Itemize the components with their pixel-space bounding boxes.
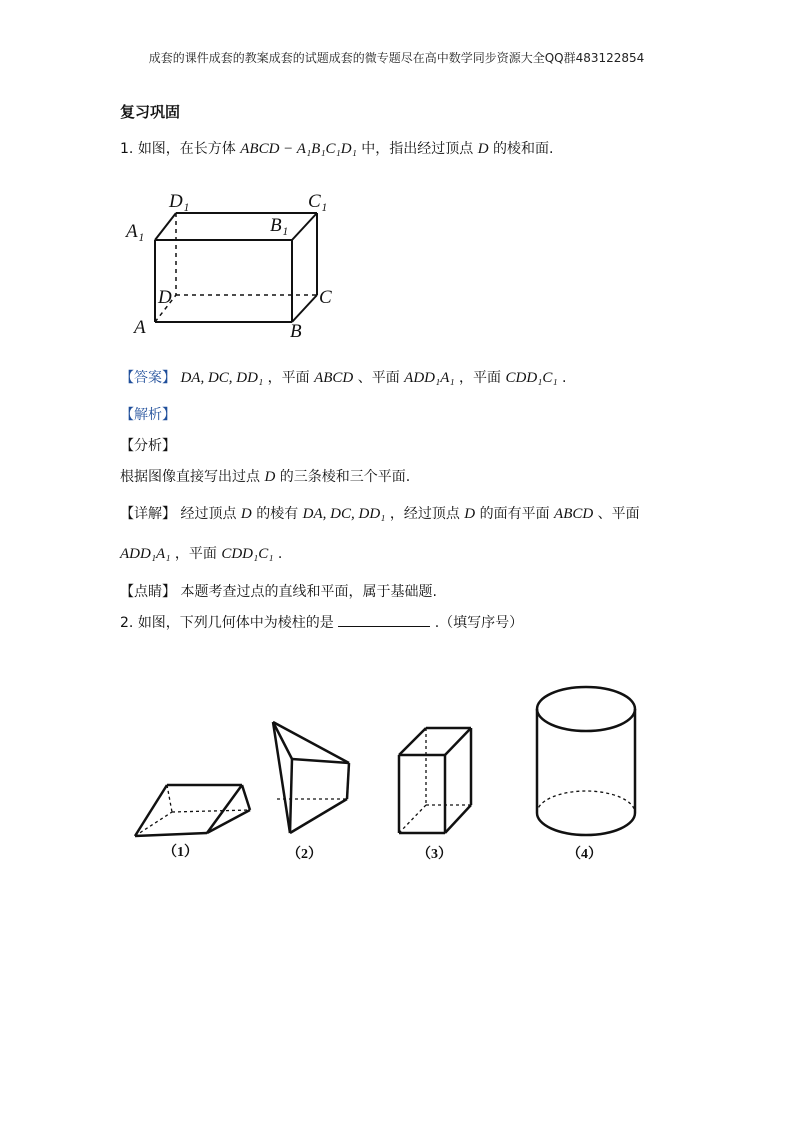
analysis-tag: 【解析】: [120, 407, 176, 423]
solids-figure: [125, 675, 645, 870]
solid-3: [399, 728, 471, 833]
math-expression: D: [240, 506, 252, 522]
solid-1: [135, 785, 250, 836]
math-expression: DA, DC, DD₁: [180, 370, 264, 386]
detail-text: ，经过顶点: [389, 506, 460, 522]
label-C: C: [319, 287, 332, 308]
solid-label-1: （1）: [163, 845, 198, 860]
math-expression: D: [464, 506, 476, 522]
math-expression: ABCD: [554, 506, 594, 522]
section-title: 复习巩固: [120, 103, 181, 121]
question-text: 如图，下列几何体中为棱柱的是: [137, 615, 334, 631]
comment-tag: 【点睛】: [120, 584, 176, 600]
analysis-text-part: 的三条棱和三个平面.: [279, 469, 411, 485]
detail-text: 经过顶点: [180, 506, 237, 522]
question-number: 1.: [120, 141, 134, 157]
question-text: .（填写序号）: [434, 615, 524, 631]
analysis-text-part: 根据图像直接写出过点: [120, 469, 260, 485]
math-expression: ADD₁A₁: [120, 546, 171, 562]
detail-text: ，平面: [174, 546, 217, 562]
answer-line: [120, 367, 567, 387]
question-text: 的棱和面.: [493, 141, 554, 157]
label-D1: D₁: [169, 191, 190, 212]
question-1: [120, 138, 553, 158]
solid-4: [537, 687, 635, 835]
math-expression: D: [264, 469, 276, 485]
question-2: [120, 612, 523, 632]
detail-text: .: [277, 546, 283, 562]
label-B: B: [290, 321, 302, 342]
math-expression: D: [477, 141, 489, 157]
analysis-subtag: 【分析】: [120, 438, 176, 454]
label-B1: B₁: [270, 215, 289, 236]
answer-text: 、平面: [357, 370, 400, 386]
label-A: A: [134, 317, 146, 338]
answer-blank[interactable]: [338, 614, 430, 627]
label-C1: C₁: [308, 191, 328, 212]
detail-text: 的面有平面: [479, 506, 550, 522]
detail-line-2: [120, 543, 282, 563]
question-number: 2.: [120, 615, 134, 631]
math-expression: CDD₁C₁: [505, 370, 558, 386]
detail-tag: 【详解】: [120, 506, 176, 522]
math-expression: CDD₁C₁: [221, 546, 274, 562]
math-expression: ABCD: [314, 370, 354, 386]
detail-text: 的棱有: [256, 506, 299, 522]
label-D: D: [158, 287, 172, 308]
answer-text: .: [562, 370, 567, 386]
label-A1: A₁: [126, 221, 145, 242]
detail-line-1: [120, 503, 640, 523]
solid-label-4: （4）: [567, 847, 602, 862]
solid-label-2: （2）: [287, 847, 322, 862]
solid-label-3: （3）: [417, 847, 452, 862]
math-expression: DA, DC, DD₁: [302, 506, 386, 522]
comment-text: 本题考查过点的直线和平面，属于基础题.: [180, 584, 437, 600]
detail-text: 、平面: [597, 506, 640, 522]
math-expression: ABCD − A₁B₁C₁D₁: [240, 141, 357, 157]
question-text: 中，指出经过顶点: [361, 141, 474, 157]
cuboid-figure: [120, 180, 350, 345]
answer-text: ，平面: [459, 370, 502, 386]
math-expression: ADD₁A₁: [404, 370, 455, 386]
comment-line: [120, 581, 437, 601]
answer-text: ，平面: [267, 370, 310, 386]
question-text: 如图，在长方体: [137, 141, 236, 157]
analysis-text: [120, 466, 410, 486]
page-header: 成套的课件成套的教案成套的试题成套的微专题尽在高中数学同步资源大全QQ群483122854: [148, 51, 645, 65]
answer-tag: 【答案】: [120, 370, 176, 386]
solid-2: [273, 722, 349, 833]
